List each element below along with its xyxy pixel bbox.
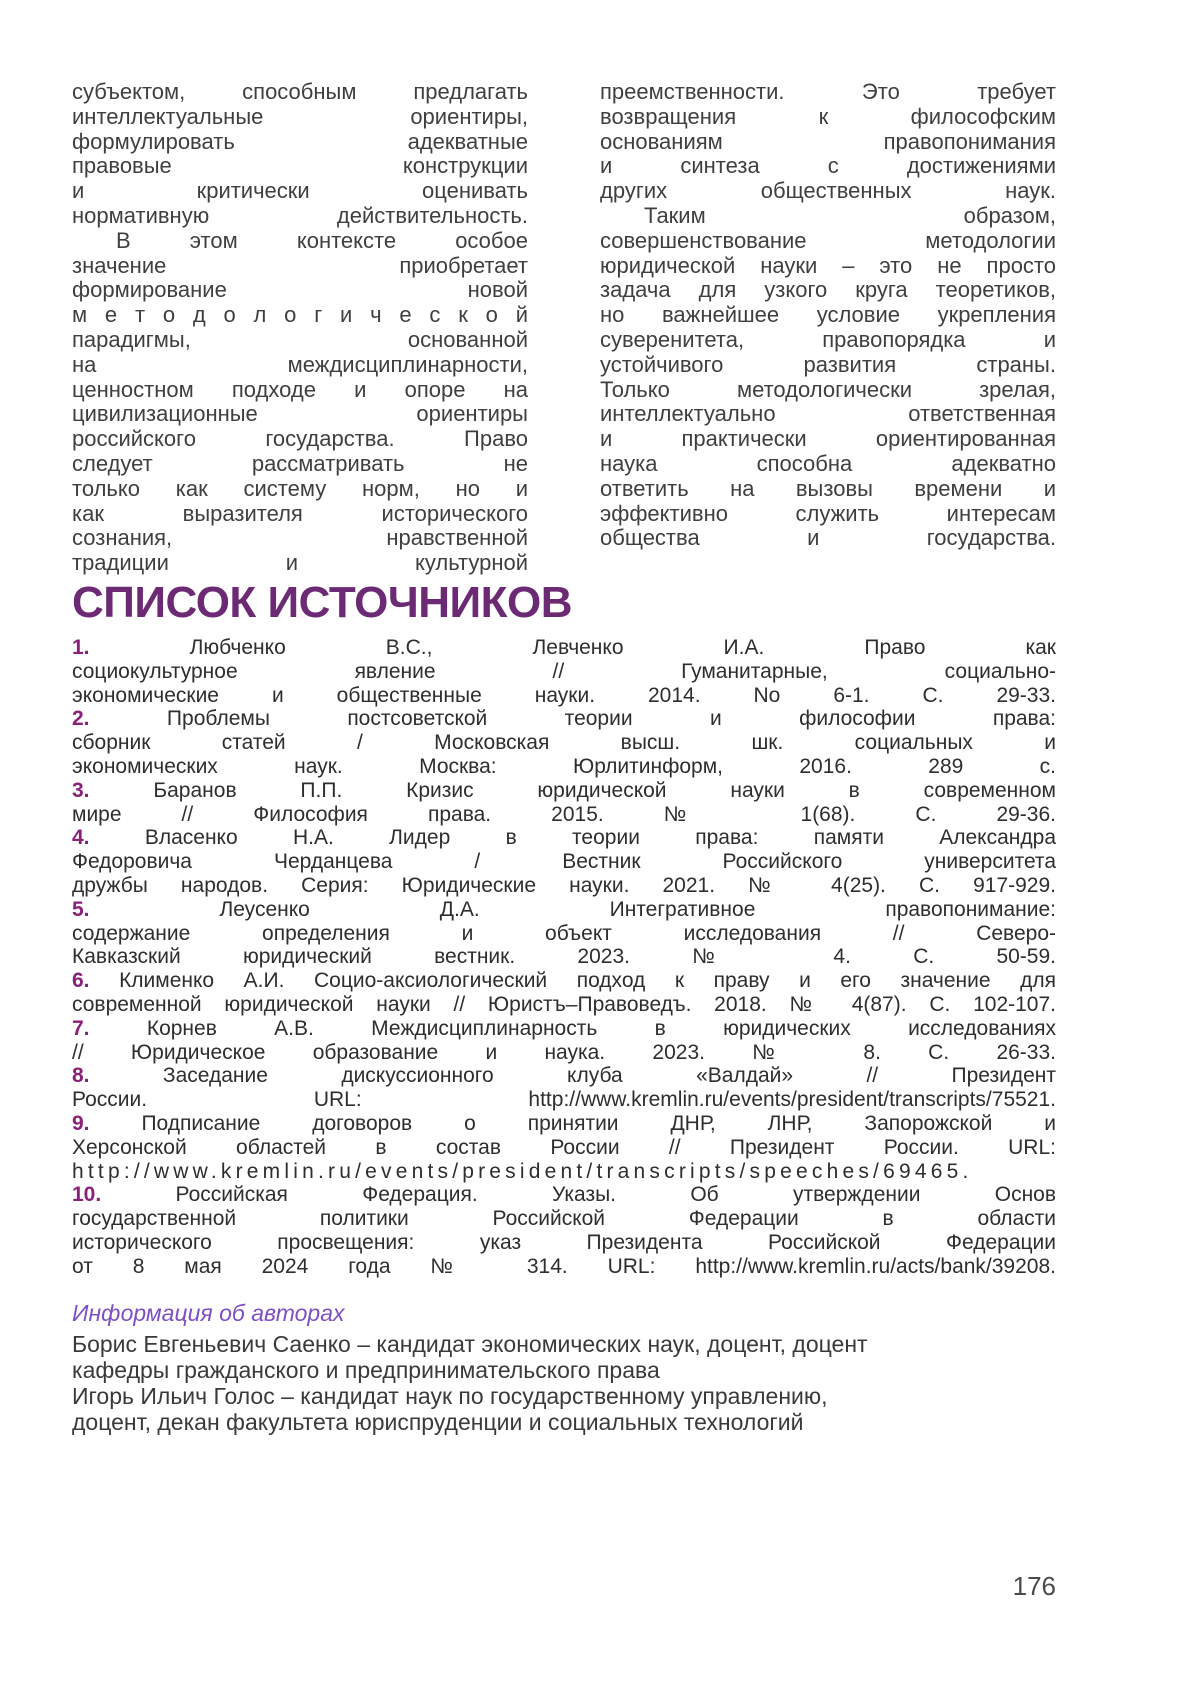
source-number: 4.: [72, 826, 90, 850]
source-line: 9. Подписание договоров о принятии ДНР, ЛНР, Запорожской и: [72, 1111, 1056, 1135]
source-line: // Юридическое образование и наука. 2023. № 8. С. 26-33.: [72, 1040, 1056, 1064]
body-text-line: на междисциплинарности,: [72, 351, 528, 377]
body-text-line: формулировать адекватные: [72, 128, 528, 154]
body-text-line: других общественных наук.: [600, 178, 1056, 204]
body-text-line: нормативную действительность.: [72, 202, 528, 228]
body-text-line: значение приобретает: [72, 252, 528, 278]
source-number: 9.: [72, 1111, 90, 1135]
body-text-line: интеллектуально ответственная: [600, 401, 1056, 427]
body-text-line: совершенствование методологии: [600, 227, 1056, 253]
source-number: 5.: [72, 897, 90, 921]
body-text-line: В этом контексте особое: [116, 227, 528, 253]
source-line: 4. Власенко Н.А. Лидер в теории права: памяти Александра: [72, 826, 1056, 850]
sources-list: [72, 636, 1056, 1279]
body-text-line: традиции и культурной: [72, 550, 528, 576]
authors-heading: Информация об авторах: [72, 1300, 345, 1326]
body-text-line: и практически ориентированная: [600, 426, 1056, 452]
body-text-line: интеллектуальные ориентиры,: [72, 103, 528, 129]
body-text-line: только как систему норм, но и: [72, 475, 528, 501]
source-item: [72, 1064, 1056, 1112]
source-line: 1. Любченко В.С., Левченко И.А. Право как: [72, 636, 1056, 659]
body-text-line: ответить на вызовы времени и: [600, 475, 1056, 501]
source-line: экономические и общественные науки. 2014. No 6-1. С. 29-33.: [72, 683, 1056, 707]
source-line: Кавказский юридический вестник. 2023. № 4. С. 50-59.: [72, 945, 1056, 969]
body-text-line: Таким образом,: [644, 202, 1056, 228]
author-info-line: Игорь Ильич Голос – кандидат наук по государственному управлению,: [72, 1383, 828, 1409]
body-text-line: формирование новой: [72, 277, 528, 303]
source-line: 2. Проблемы постсоветской теории и философии права:: [72, 707, 1056, 731]
source-line: государственной политики Российской Федерации в области: [72, 1207, 1056, 1231]
author-info-line: доцент, декан факультета юриспруденции и социальных технологий: [72, 1409, 804, 1435]
body-text-line: Только методологически зрелая,: [600, 376, 1056, 402]
source-line: 5. Леусенко Д.А. Интегративное правопонимание:: [72, 897, 1056, 921]
source-number: 6.: [72, 969, 90, 993]
body-text-line: основаниям правопонимания: [600, 128, 1056, 154]
source-item: [72, 1017, 1056, 1065]
source-line: мире // Философия права. 2015. № 1(68). С. 29-36.: [72, 802, 1056, 826]
source-item: [72, 826, 1056, 897]
body-text-line: общества и государства.: [600, 525, 1056, 551]
source-item: [72, 1112, 1056, 1183]
body-text-line: ценностном подходе и опоре на: [72, 376, 528, 402]
source-line: социокультурное явление // Гуманитарные, социально-: [72, 659, 1056, 683]
body-text-line: м е т о д о л о г и ч е с к о й: [72, 302, 528, 328]
source-line: экономических наук. Москва: Юрлитинформ, 2016. 289 с.: [72, 754, 1056, 778]
body-text-line: юридической науки – это не просто: [600, 252, 1056, 278]
source-number: 10.: [72, 1183, 102, 1207]
body-text-line: и критически оценивать: [72, 178, 528, 204]
body-text-columns: [72, 80, 1056, 576]
sources-heading: СПИСОК ИСТОЧНИКОВ: [72, 578, 572, 627]
authors-section: [72, 1300, 1056, 1435]
author-info-line: кафедры гражданского и предпринимательского права: [72, 1357, 660, 1383]
source-line: 7. Корнев А.В. Междисциплинарность в юридических исследованиях: [72, 1016, 1056, 1040]
source-item: [72, 779, 1056, 827]
source-line: современной юридической науки // Юристъ–Правоведъ. 2018. № 4(87). С. 102-107.: [72, 992, 1056, 1016]
source-item: [72, 969, 1056, 1017]
body-text-line: сознания, нравственной: [72, 525, 528, 551]
source-line: сборник статей / Московская высш. шк. социальных и: [72, 731, 1056, 755]
source-item: [72, 707, 1056, 778]
source-number: 2.: [72, 707, 90, 731]
body-text-line: парадигмы, основанной: [72, 326, 528, 352]
left-column-text: [72, 80, 528, 576]
body-text-line: возвращения к философским: [600, 103, 1056, 129]
source-number: 1.: [72, 636, 90, 659]
body-text-line: правовые конструкции: [72, 153, 528, 179]
body-text-line: следует рассматривать не: [72, 450, 528, 476]
body-text-line: как выразителя исторического: [72, 500, 528, 526]
source-number: 8.: [72, 1064, 90, 1088]
source-number: 3.: [72, 778, 90, 802]
body-text-line: суверенитета, правопорядка и: [600, 326, 1056, 352]
source-line: дружбы народов. Серия: Юридические науки. 2021. № 4(25). С. 917-929.: [72, 873, 1056, 897]
body-text-line: задача для узкого круга теоретиков,: [600, 277, 1056, 303]
source-line: содержание определения и объект исследования // Северо-: [72, 921, 1056, 945]
body-text-line: эффективно служить интересам: [600, 500, 1056, 526]
source-number: 7.: [72, 1016, 90, 1040]
source-line: 10. Российская Федерация. Указы. Об утверждении Основ: [72, 1183, 1056, 1207]
right-column-text: [600, 80, 1056, 576]
body-text-line: наука способна адекватно: [600, 450, 1056, 476]
source-line: 8. Заседание дискуссионного клуба «Валдай» // Президент: [72, 1064, 1056, 1088]
page-number: 176: [1012, 1571, 1056, 1601]
body-text-line: преемственности. Это требует: [600, 79, 1056, 104]
source-line: http://www.kremlin.ru/events/president/transcripts/speeches/69465.: [72, 1159, 973, 1183]
source-line: от 8 мая 2024 года № 314. URL: http://www.kremlin.ru/acts/bank/39208.: [72, 1254, 1056, 1278]
authors-info: [72, 1331, 1056, 1435]
author-info-line: Борис Евгеньевич Саенко – кандидат экономических наук, доцент, доцент: [72, 1331, 868, 1357]
body-text-line: российского государства. Право: [72, 426, 528, 452]
source-line: Херсонской областей в состав России // Президент России. URL:: [72, 1135, 1056, 1159]
body-text-line: устойчивого развития страны.: [600, 351, 1056, 377]
body-text-line: но важнейшее условие укрепления: [600, 302, 1056, 328]
source-item: [72, 898, 1056, 969]
source-item: [72, 1183, 1056, 1278]
source-line: исторического просвещения: указ Президента Российской Федерации: [72, 1230, 1056, 1254]
source-line: 3. Баранов П.П. Кризис юридической науки в современном: [72, 778, 1056, 802]
source-line: России. URL: http://www.kremlin.ru/events/president/transcripts/75521.: [72, 1088, 1056, 1112]
source-item: [72, 636, 1056, 707]
body-text-line: цивилизационные ориентиры: [72, 401, 528, 427]
source-line: 6. Клименко А.И. Социо-аксиологический подход к праву и его значение для: [72, 969, 1056, 993]
body-text-line: и синтеза с достижениями: [600, 153, 1056, 179]
source-line: Федоровича Черданцева / Вестник Российского университета: [72, 850, 1056, 874]
body-text-line: субъектом, способным предлагать: [72, 79, 528, 104]
